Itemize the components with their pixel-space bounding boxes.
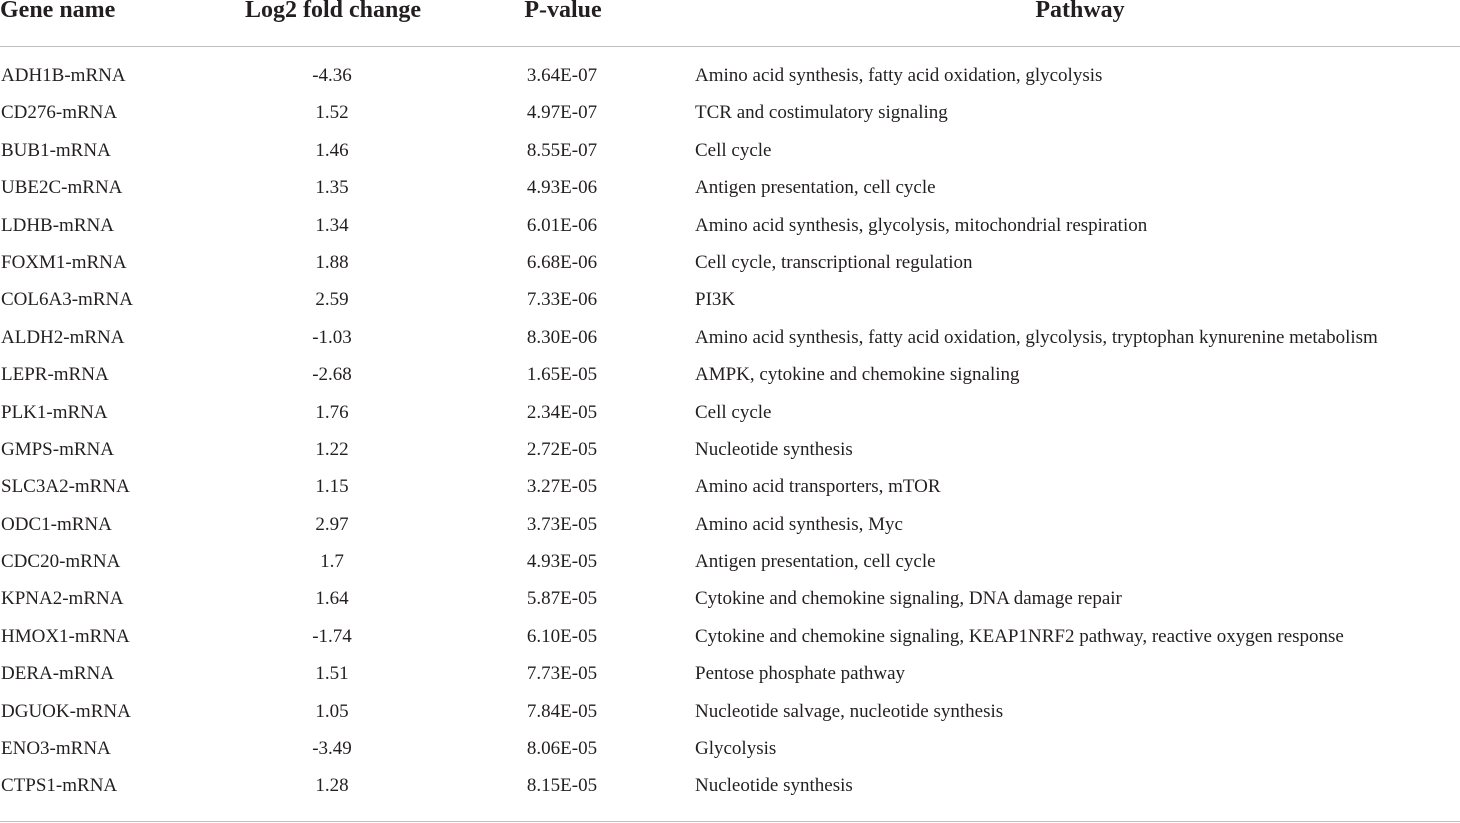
cell-pathway: Pentose phosphate pathway xyxy=(695,663,906,685)
cell-log2-fold-change: 1.15 xyxy=(315,476,349,498)
table-row xyxy=(0,470,1460,507)
table-row xyxy=(0,283,1460,320)
cell-pathway: Amino acid synthesis, Myc xyxy=(695,513,903,535)
table-row xyxy=(0,59,1460,96)
cell-log2-fold-change: -4.36 xyxy=(312,65,352,86)
header-log2-fold-change: Log2 fold change xyxy=(244,0,421,23)
cell-p-value: 7.73E-05 xyxy=(526,663,598,685)
cell-pathway: Cell cycle xyxy=(695,401,772,423)
header-gene-name: Gene name xyxy=(0,0,116,23)
cell-log2-fold-change: 1.88 xyxy=(315,251,349,273)
table-row xyxy=(0,358,1460,395)
cell-pathway: Glycolysis xyxy=(695,738,777,760)
cell-pathway: Cell cycle, transcriptional regulation xyxy=(695,251,973,273)
cell-log2-fold-change: 1.52 xyxy=(315,102,349,124)
table-row xyxy=(0,620,1460,657)
table-row xyxy=(0,657,1460,694)
cell-log2-fold-change: 2.59 xyxy=(315,289,349,311)
cell-pathway: Cytokine and chemokine signaling, DNA damage repair xyxy=(695,588,1122,610)
header-divider xyxy=(0,46,1460,47)
cell-pathway: Antigen presentation, cell cycle xyxy=(695,551,936,573)
table-bottom-rule xyxy=(0,821,1460,822)
cell-pathway: Amino acid synthesis, fatty acid oxidation, glycolysis xyxy=(695,65,1103,86)
cell-gene-name: HMOX1-mRNA xyxy=(1,625,130,647)
cell-p-value: 2.34E-05 xyxy=(526,401,598,423)
cell-gene-name: FOXM1-mRNA xyxy=(1,251,127,273)
header-p-value: P-value xyxy=(524,0,602,23)
table-body xyxy=(0,59,1460,807)
cell-gene-name: CTPS1-mRNA xyxy=(1,775,118,797)
cell-gene-name: COL6A3-mRNA xyxy=(1,289,133,311)
cell-pathway: AMPK, cytokine and chemokine signaling xyxy=(695,364,1020,386)
cell-log2-fold-change: -2.68 xyxy=(312,364,352,386)
table-row xyxy=(0,209,1460,246)
cell-p-value: 7.33E-06 xyxy=(526,289,598,311)
table-row xyxy=(0,545,1460,582)
cell-pathway: Nucleotide synthesis xyxy=(695,438,853,460)
cell-gene-name: CDC20-mRNA xyxy=(1,551,121,573)
cell-gene-name: LEPR-mRNA xyxy=(1,364,109,386)
cell-gene-name: GMPS-mRNA xyxy=(1,438,114,460)
cell-gene-name: UBE2C-mRNA xyxy=(1,177,123,199)
cell-gene-name: BUB1-mRNA xyxy=(1,139,111,161)
table-row xyxy=(0,433,1460,470)
cell-pathway: Amino acid transporters, mTOR xyxy=(695,476,941,498)
cell-pathway: Cell cycle xyxy=(695,139,772,161)
cell-log2-fold-change: 2.97 xyxy=(315,513,349,535)
cell-log2-fold-change: 1.05 xyxy=(315,700,349,722)
cell-log2-fold-change: 1.64 xyxy=(315,588,349,610)
cell-pathway: Amino acid synthesis, fatty acid oxidation, glycolysis, tryptophan kynurenine metabolism xyxy=(695,326,1378,348)
cell-p-value: 6.68E-06 xyxy=(526,251,598,273)
cell-pathway: Nucleotide synthesis xyxy=(695,775,853,797)
cell-p-value: 1.65E-05 xyxy=(526,364,598,386)
cell-p-value: 4.97E-07 xyxy=(526,102,598,124)
cell-gene-name: KPNA2-mRNA xyxy=(1,588,124,610)
cell-log2-fold-change: 1.46 xyxy=(315,139,349,161)
cell-log2-fold-change: -1.03 xyxy=(312,326,352,348)
cell-log2-fold-change: 1.7 xyxy=(320,551,344,573)
cell-pathway: Antigen presentation, cell cycle xyxy=(695,177,936,199)
cell-p-value: 3.64E-07 xyxy=(526,65,598,86)
cell-log2-fold-change: 1.28 xyxy=(315,775,349,797)
header-pathway: Pathway xyxy=(1035,0,1125,23)
cell-p-value: 5.87E-05 xyxy=(526,588,598,610)
cell-gene-name: DGUOK-mRNA xyxy=(1,700,131,722)
cell-p-value: 8.15E-05 xyxy=(526,775,598,797)
table-row xyxy=(0,732,1460,769)
cell-gene-name: LDHB-mRNA xyxy=(1,214,114,236)
cell-p-value: 7.84E-05 xyxy=(526,700,598,722)
cell-pathway: Nucleotide salvage, nucleotide synthesis xyxy=(695,700,1004,722)
cell-log2-fold-change: 1.22 xyxy=(315,438,349,460)
cell-p-value: 8.30E-06 xyxy=(526,326,598,348)
table-row xyxy=(0,134,1460,171)
cell-log2-fold-change: -3.49 xyxy=(312,738,352,760)
cell-p-value: 3.73E-05 xyxy=(526,513,598,535)
cell-log2-fold-change: -1.74 xyxy=(312,625,352,647)
table-row xyxy=(0,508,1460,545)
cell-gene-name: ODC1-mRNA xyxy=(1,513,112,535)
cell-p-value: 6.10E-05 xyxy=(526,625,598,647)
cell-pathway: TCR and costimulatory signaling xyxy=(695,102,948,124)
cell-pathway: PI3K xyxy=(695,289,736,311)
cell-gene-name: CD276-mRNA xyxy=(1,102,118,124)
table-row xyxy=(0,582,1460,619)
cell-p-value: 2.72E-05 xyxy=(526,438,598,460)
table-row xyxy=(0,171,1460,208)
table-row xyxy=(0,396,1460,433)
cell-log2-fold-change: 1.34 xyxy=(315,214,349,236)
cell-pathway: Cytokine and chemokine signaling, KEAP1NRF2 pathway, reactive oxygen response xyxy=(695,625,1344,647)
cell-log2-fold-change: 1.35 xyxy=(315,177,349,199)
cell-gene-name: PLK1-mRNA xyxy=(1,401,108,423)
cell-log2-fold-change: 1.51 xyxy=(315,663,349,685)
table-row xyxy=(0,769,1460,806)
cell-gene-name: ALDH2-mRNA xyxy=(1,326,125,348)
cell-p-value: 8.06E-05 xyxy=(526,738,598,760)
table-row xyxy=(0,321,1460,358)
table-row xyxy=(0,96,1460,133)
cell-gene-name: SLC3A2-mRNA xyxy=(1,476,130,498)
table-row xyxy=(0,695,1460,732)
cell-p-value: 3.27E-05 xyxy=(526,476,598,498)
cell-p-value: 4.93E-06 xyxy=(526,177,598,199)
cell-gene-name: ADH1B-mRNA xyxy=(1,65,126,86)
cell-pathway: Amino acid synthesis, glycolysis, mitochondrial respiration xyxy=(695,214,1148,236)
cell-p-value: 4.93E-05 xyxy=(526,551,598,573)
table-row xyxy=(0,246,1460,283)
table-header-row xyxy=(0,0,1460,30)
cell-log2-fold-change: 1.76 xyxy=(315,401,349,423)
cell-p-value: 8.55E-07 xyxy=(526,139,598,161)
cell-p-value: 6.01E-06 xyxy=(526,214,598,236)
cell-gene-name: DERA-mRNA xyxy=(1,663,114,685)
cell-gene-name: ENO3-mRNA xyxy=(1,738,111,760)
